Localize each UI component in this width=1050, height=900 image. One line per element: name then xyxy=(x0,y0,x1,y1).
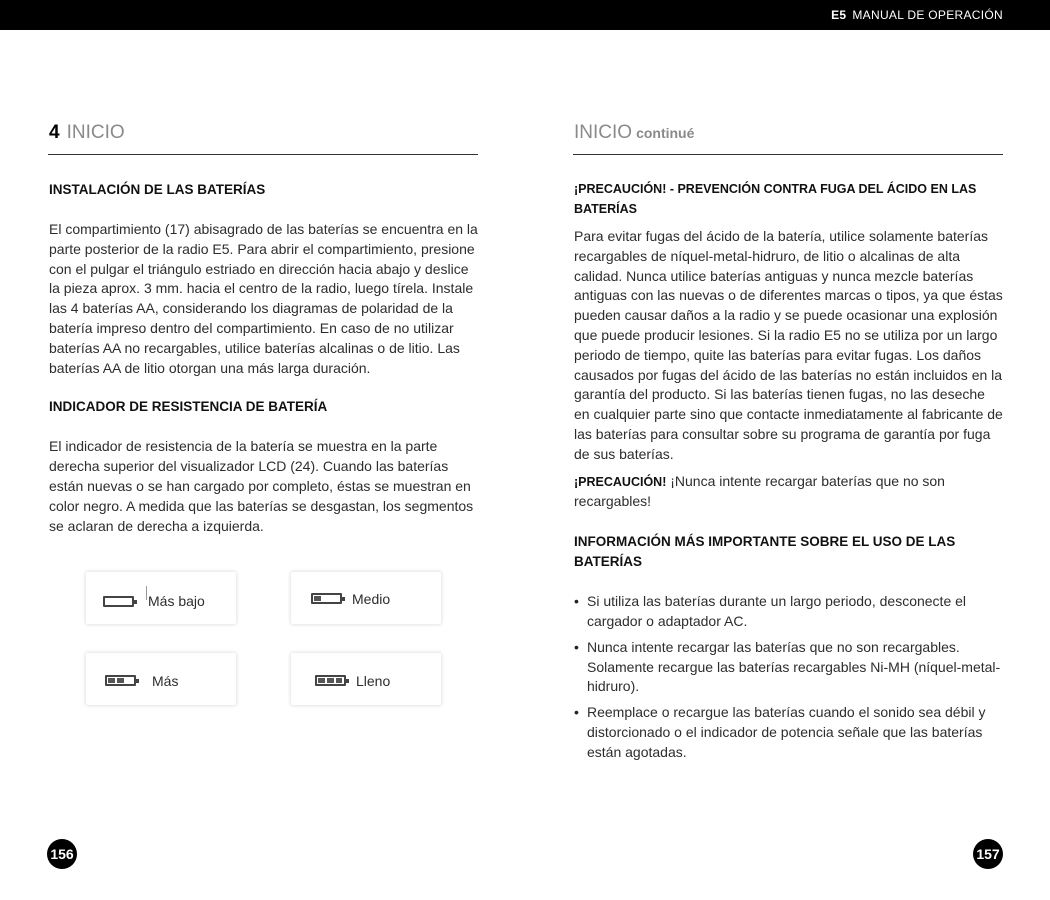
battery-medium-icon xyxy=(311,593,342,604)
battery-segment xyxy=(318,678,325,683)
left-heading-rule xyxy=(48,154,478,155)
caution-acid-body: Para evitar fugas del ácido de la batería, utilice solamente baterías recargables de níquel-metal-hidruro, de litio o alcalinas de alta calidad. Nunca utilice baterías antiguas y nunca mezcle baterías antiguas con las nuevas o de diferentes marcas o tipos, ya que éstas pueden causar daños a la radio y se puede ocasionar una explosión que puede producir lesiones. Si la radio E5 no se utiliza por un largo periodo de tiempo, quite las baterías para evitar fugas. Los daños causados por fugas del ácido de las baterías no están incluidos en la garantía del producto. Si las baterías tienen fugas, no las deseche en cualquier parte sino que contacte inmediatamente al fabricante de las baterías para consultar sobre su programa de garantía por fuga de sus baterías. xyxy=(574,228,1003,462)
battery-level-label: Medio xyxy=(352,591,391,607)
text-cursor-mark xyxy=(146,586,147,600)
page-number-left: 156 xyxy=(47,839,77,869)
battery-info-title: INFORMACIÓN MÁS IMPORTANTE SOBRE EL USO DE LAS BATERÍAS xyxy=(574,534,956,570)
battery-level-card xyxy=(291,653,441,705)
battery-install-body: El compartimiento (17) abisagrado de las baterías se encuentra en la parte posterior de la radio E5. Para abrir el compartimiento, presione con el pulgar el triángulo estriado en dirección hacia abajo y deslice la pieza aprox. 3 mm. hacia el centro de la radio, luego tírela. Instale las 4 baterías AA, considerando los diagramas de polaridad de la batería impreso dentro del compartimiento. En caso de no utilizar baterías AA no recargables, utilice baterías alcalinas o de litio. Las baterías AA de litio otorgan una más larga duración. xyxy=(49,221,478,376)
model-name: E5 xyxy=(831,8,847,22)
battery-segment xyxy=(314,596,321,601)
list-item: • Si utiliza las baterías durante un largo periodo, desconecte el cargador o adaptador AC. xyxy=(574,592,1004,632)
left-page-heading xyxy=(49,122,125,146)
list-item: • Nunca intente recargar las baterías que no son recargables. Solamente recargue las baterías recargables Ni-MH (níquel-metal-hidruro). xyxy=(574,638,1004,697)
battery-level-card xyxy=(86,572,236,624)
battery-segment xyxy=(117,678,124,683)
list-item: • Reemplace o recargue las baterías cuando el sonido sea débil y distorcionado o el indicador de potencia señale que las baterías están agotadas. xyxy=(574,703,1004,762)
right-heading-rule xyxy=(573,154,1003,155)
left-column xyxy=(49,180,479,536)
battery-segment xyxy=(327,678,334,683)
manual-header xyxy=(831,8,1003,22)
battery-indicator-title: INDICADOR DE RESISTENCIA DE BATERÍA xyxy=(49,399,328,415)
battery-level-card xyxy=(291,572,441,624)
battery-level-label: Lleno xyxy=(356,673,391,689)
battery-level-label: Más xyxy=(152,673,179,689)
battery-segment xyxy=(108,678,115,683)
battery-segment xyxy=(336,678,342,683)
caution-label: ¡PRECAUCIÓN! xyxy=(574,474,667,489)
manual-title: MANUAL DE OPERACIÓN xyxy=(852,8,1003,22)
caution-recharge xyxy=(574,472,1004,513)
caution-recharge-body: ¡Nunca intente recargar baterías que no son recargables! xyxy=(574,472,945,510)
caution-acid-title: ¡PRECAUCIÓN! - PREVENCIÓN CONTRA FUGA DEL ÁCIDO EN LAS BATERÍAS xyxy=(574,182,977,216)
battery-full-icon xyxy=(315,675,346,686)
battery-level-card xyxy=(86,653,236,705)
right-column xyxy=(574,179,1004,769)
chapter-number: 4 xyxy=(49,122,60,143)
top-header-bar xyxy=(0,0,1050,30)
battery-level-label: Más bajo xyxy=(148,593,205,609)
battery-high-icon xyxy=(105,675,136,686)
page-number-right: 157 xyxy=(973,839,1003,869)
battery-install-title: INSTALACIÓN DE LAS BATERÍAS xyxy=(49,182,266,197)
chapter-title: INICIO xyxy=(66,122,125,143)
right-heading-title: INICIO xyxy=(574,122,633,143)
battery-empty-icon xyxy=(103,596,134,607)
battery-indicator-body: El indicador de resistencia de la batería se muestra en la parte derecha superior del visualizador LCD (24). Cuando las baterías están nuevas o se han cargado por completo, éstas se muestran en color negro. A medida que las baterías se desgastan, los segmentos se aclaran de derecha a izquierda. xyxy=(49,438,474,534)
right-page-heading xyxy=(574,122,694,146)
battery-info-list xyxy=(574,592,1004,762)
right-heading-sub: continué xyxy=(636,125,695,141)
